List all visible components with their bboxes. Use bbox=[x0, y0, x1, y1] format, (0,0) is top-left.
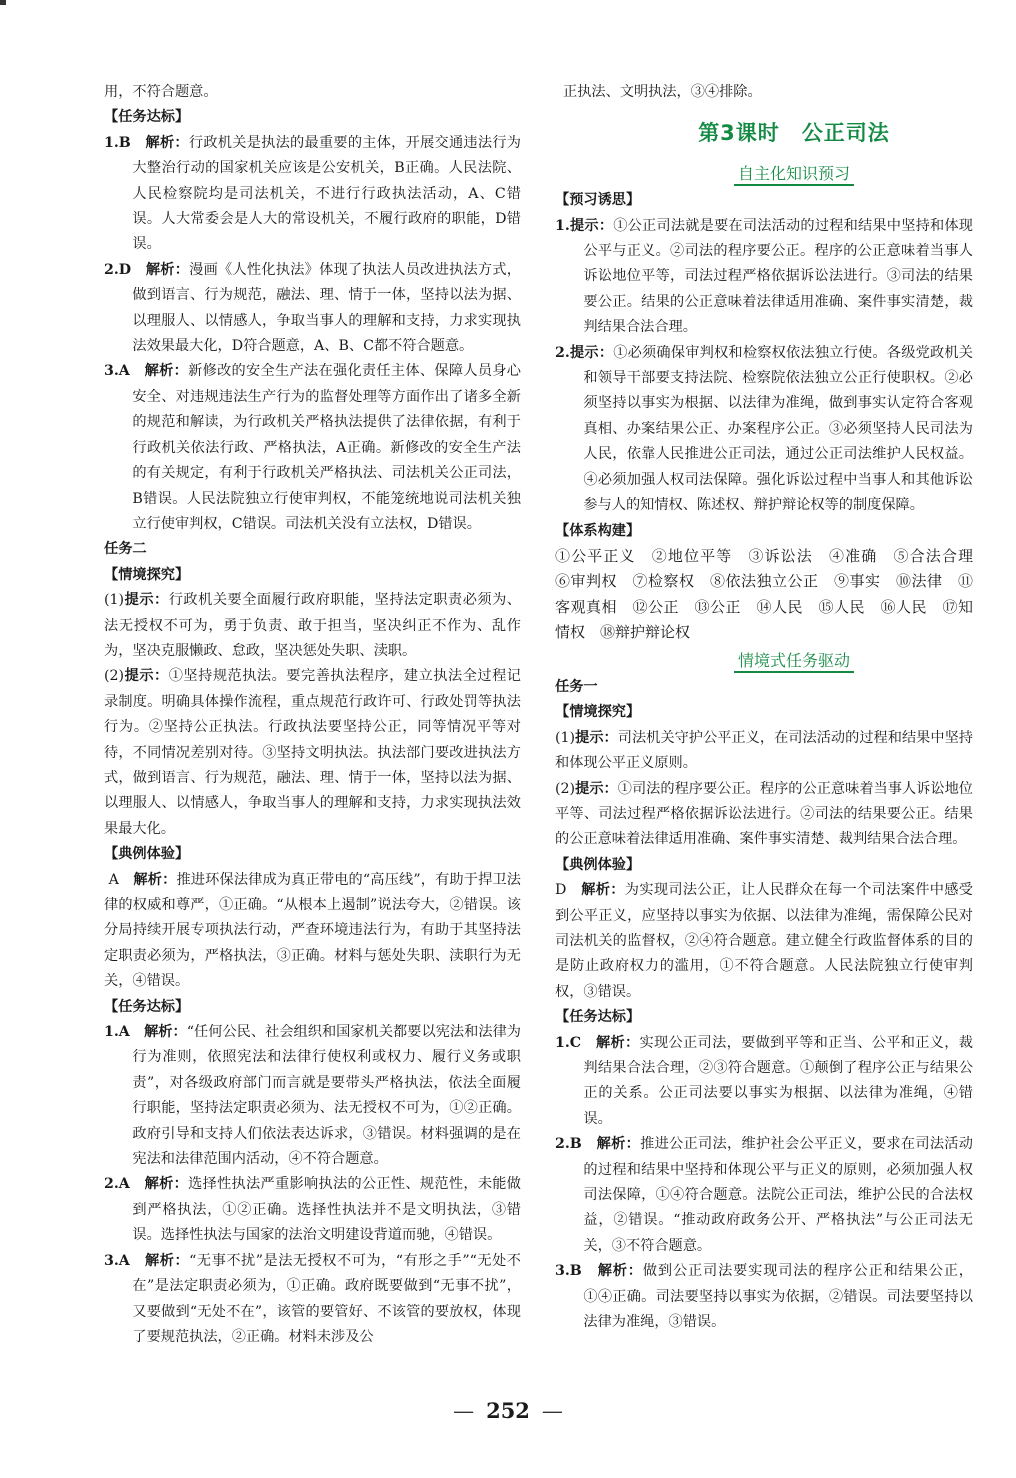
system-list: ①公平正义 ②地位平等 ③诉讼法 ④准确 ⑤合法合理 ⑥审判权 ⑦检察权 ⑧依法独立公正 ⑨事实 ⑩法律 ⑪客观真相 ⑫公正 ⑬公正 ⑭人民 ⑮人民 ⑯人民 ⑰知情权 ⑱辩护辩论权 bbox=[555, 546, 989, 642]
answer-item: A 解析：推进环保法律成为真正带电的“高压线”，有助于捍卫法律的权威和尊严，①正确。“从根本上遏制”说法夸大，②错误。该分局持续开展专项执法行动，严查环境违法行为，有助于其坚持法定职责必须为，严格执法，③正确。材料与惩处失职、渎职行为无关，④错误。 bbox=[104, 871, 521, 990]
lesson-title: 第3课时 公正司法 bbox=[698, 121, 890, 146]
answer-item: 2.提示：①必须确保审判权和检察权依法独立行使。各级党政机关和领导干部要支持法院、检察院依法独立公正行使职权。②必须坚持以事实为根据、以法律为准绳，做到事实认定符合客观真相、办案结果公正、办案程序公正。③必须坚持人民司法为人民，依靠人民推进公正司法，通过公正司法维护人民权益。④必须加强人权司法保障。强化诉讼过程中当事人和其他诉讼参与人的知情权、陈述权、辩护辩论权等的制度保障。 bbox=[555, 344, 973, 514]
corner-mark bbox=[0, 0, 6, 5]
section-heading: 【情境探究】 bbox=[104, 566, 190, 583]
right-column bbox=[555, 80, 989, 1336]
answer-item: 3.A 解析：“无事不扰”是法无授权不可为，“有形之手”“无处不在”是法定职责必须为，①正确。政府既要做到“无事不扰”，又要做到“无处不在”，该管的要管好、不该管的要放权，体现了要规范执法，②正确。材料未涉及公 bbox=[104, 1252, 521, 1345]
task-heading: 任务二 bbox=[104, 541, 147, 558]
paragraph: 用，不符合题意。 bbox=[104, 84, 218, 100]
paragraph: 正执法、文明执法，③④排除。 bbox=[563, 84, 762, 100]
answer-item: 3.B 解析：做到公正司法要实现司法的程序公正和结果公正，①④正确。司法要坚持以事实为依据，②错误。司法要坚持以法律为准绳，③错误。 bbox=[555, 1263, 973, 1331]
section-heading: 【任务达标】 bbox=[104, 998, 190, 1015]
answer-item: 2.B 解析：推进公正司法，维护社会公平正义，要求在司法活动的过程和结果中坚持和体现公平与正义的原则，必须加强人权司法保障，①④符合题意。法院公正司法，维护公民的合法权益，②错误。“推动政府政务公开、严格执法”与公正司法无关，③不符合题意。 bbox=[555, 1136, 973, 1254]
section-heading: 【情境探究】 bbox=[555, 704, 641, 721]
answer-item: (2)提示：①坚持规范执法。要完善执法程序，建立执法全过程记录制度。明确具体操作流程，重点规范行政许可、行政处罚等执法行为。②坚持公正执法。行政执法要坚持公正，同等情况平等对待，不同情况差别对待。③坚持文明执法。执法部门要改进执法方式，做到语言、行为规范，融法、理、情于一体，坚持以法为据、以理服人、以情感人，争取当事人的理解和支持，力求实现执法效果最大化。 bbox=[104, 668, 521, 837]
footer-dash: — bbox=[541, 1399, 563, 1423]
left-column bbox=[104, 80, 521, 1350]
answer-item: (1)提示：司法机关守护公平正义，在司法活动的过程和结果中坚持和体现公平正义原则。 bbox=[555, 729, 973, 772]
answer-item: 2.A 解析：选择性执法严重影响执法的公正性、规范性，未能做到严格执法，①②正确。选择性执法并不是文明执法，③错误。选择性执法与国家的法治文明建设背道而驰，④错误。 bbox=[104, 1176, 521, 1244]
answer-item: 1.A 解析：“任何公民、社会组织和国家机关都要以宪法和法律为行为准则，依照宪法和法律行使权利或权力、履行义务或职责”，对各级政府部门而言就是要带头严格执法，依法全面履行职能，坚持法定职责必须为、法无授权不可为，①②正确。政府引导和支持人们依法表达诉求，③错误。材料强调的是在宪法和法律范围内活动，④不符合题意。 bbox=[104, 1024, 521, 1168]
section-banner: 自主化知识预习 bbox=[615, 161, 973, 186]
answer-item: 1.B 解析：行政机关是执法的最重要的主体，开展交通违法行为大整治行动的国家机关应该是公安机关，B正确。人民法院、人民检察院均是司法机关，不进行行政执法活动，A、C错误。人大常委会是人大的常设机关，不履行政府的职能，D错误。 bbox=[104, 134, 521, 253]
section-heading: 【典例体验】 bbox=[104, 846, 190, 863]
page-number: 252 bbox=[486, 1398, 530, 1423]
answer-item: (2)提示：①司法的程序要公正。程序的公正意味着当事人诉讼地位平等、司法过程严格依据诉讼法进行。②司法的结果要公正。结果的公正意味着法律适用准确、案件事实清楚、裁判结果合法合理。 bbox=[555, 780, 973, 848]
answer-item: (1)提示：行政机关要全面履行政府职能，坚持法定职责必须为、法无授权不可为，勇于负责、敢于担当，坚决纠正不作为、乱作为，坚决克服懒政、怠政，坚决惩处失职、渎职。 bbox=[104, 592, 521, 659]
section-banner: 情境式任务驱动 bbox=[615, 648, 973, 673]
section-heading: 【预习诱思】 bbox=[555, 192, 641, 209]
section-heading: 【典例体验】 bbox=[555, 856, 641, 873]
task-heading: 任务一 bbox=[555, 678, 598, 695]
section-heading: 【任务达标】 bbox=[104, 109, 190, 126]
answer-item: 1.提示：①公正司法就是要在司法活动的过程和结果中坚持和体现公平与正义。②司法的程序要公正。程序的公正意味着当事人诉讼地位平等，司法过程严格依据诉讼法进行。③司法的结果要公正。结果的公正意味着法律适用准确、案件事实清楚，裁判结果合法合理。 bbox=[555, 217, 973, 336]
section-heading: 【任务达标】 bbox=[555, 1009, 641, 1026]
footer-dash: — bbox=[453, 1399, 475, 1423]
section-heading: 【体系构建】 bbox=[555, 522, 641, 539]
answer-item: 3.A 解析：新修改的安全生产法在强化责任主体、保障人员身心安全、对违规违法生产行为的监督处理等方面作出了诸多全新的规范和解读，为行政机关严格执法提供了法律依据，有利于行政机关依法行政、严格执法，A正确。新修改的安全生产法的有关规定，有利于行政机关严格执法、司法机关公正司法，B错误。人民法院独立行使审判权，不能笼统地说司法机关独立行使审判权，C错误。司法机关没有立法权，D错误。 bbox=[104, 363, 521, 532]
answer-item: 2.D 解析：漫画《人性化执法》体现了执法人员改进执法方式，做到语言、行为规范，融法、理、情于一体，坚持以法为据、以理服人、以情感人，争取当事人的理解和支持，力求实现执法效果最大化，D符合题意，A、B、C都不符合题意。 bbox=[104, 261, 521, 355]
answer-item: D 解析：为实现司法公正，让人民群众在每一个司法案件中感受到公平正义，应坚持以事实为依据、以法律为准绳，需保障公民对司法机关的监督权，②④符合题意。建立健全行政监督体系的目的是防止政府权力的滥用，①不符合题意。人民法院独立行使审判权，③错误。 bbox=[555, 882, 973, 1000]
page-footer bbox=[0, 1398, 1016, 1423]
answer-item: 1.C 解析：实现公正司法，要做到平等和正当、公平和正义，裁判结果合法合理，②③符合题意。①颠倒了程序公正与结果公正的关系。公正司法要以事实为根据、以法律为准绳，④错误。 bbox=[555, 1034, 973, 1127]
